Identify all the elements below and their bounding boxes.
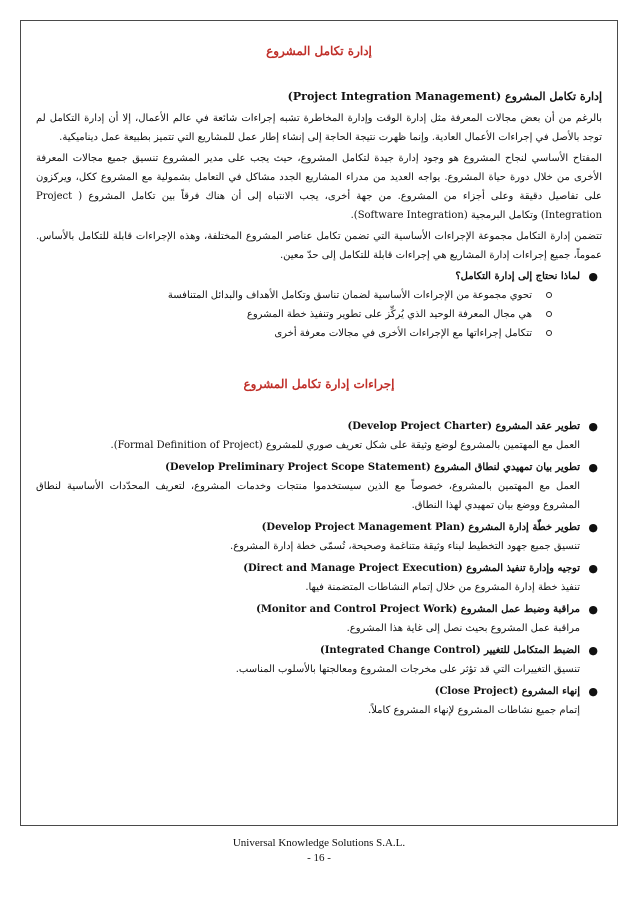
process-name: توجيه وإدارة تنفيذ المشروع (Direct and Manage Project Execution) — [243, 563, 580, 574]
process-item — [36, 641, 602, 679]
answer-item — [36, 324, 580, 343]
process-description: تنسيق جميع جهود التخطيط لبناء وثيقة متناغمة وصحيحة، تُسمّى خطة إدارة المشروع. — [230, 541, 580, 552]
process-description: تنفيذ خطة إدارة المشروع من خلال إتمام النشاطات المتضمنة فيها. — [305, 582, 580, 593]
section-heading: إدارة تكامل المشروع (Project Integration Management) — [287, 90, 602, 103]
process-name: تطوير عقد المشروع (Develop Project Charter) — [347, 421, 580, 432]
process-description: مراقبة عمل المشروع بحيث نصل إلى غاية هذا المشروع. — [346, 623, 580, 634]
process-name: إنهاء المشروع (Close Project) — [434, 686, 580, 697]
bullet-icon: ● — [588, 685, 598, 698]
circle-bullet-icon — [546, 311, 552, 317]
question-item — [36, 267, 602, 343]
process-name: الضبط المتكامل للتغيير (Integrated Change Control) — [320, 645, 580, 656]
process-description: إتمام جميع نشاطات المشروع لإنهاء المشروع كاملاً. — [368, 705, 580, 716]
answer-text: هي مجال المعرفة الوحيد الذي يُركِّز على تطوير وتنفيذ خطة المشروع — [246, 309, 532, 320]
intro-paragraph-2: المفتاح الأساسي لنجاح المشروع هو وجود إدارة جيدة لتكامل المشروع، حيث يجب على مدير المشروع تنسيق جميع مجالات المعرفة الأخرى من خلال دورة حياة المشروع. يواجه العديد من مدراء المشاريع الجدد مشاكل في التعامل بشمولية مع المشروع ككل، ويركزون على تفاصيل دقيقة وعلى أجزاء من المشروع. من جهة أخرى، يجب الانتباه إلى أن هناك فرقاً بين تكامل المشروع ( Project Integration) وتكامل البرمجية (Software Integration). — [36, 153, 602, 221]
question-list — [36, 267, 602, 343]
process-item — [36, 458, 602, 515]
answer-item — [36, 286, 580, 305]
bullet-icon: ● — [588, 420, 598, 433]
process-description: العمل مع المهتمين بالمشروع، خصوصاً مع الذين سيستخدموا منتجات وخدمات المشروع، لتعريف المحدّدات الأساسية لنطاق المشروع ووضع بيان تمهيدي لهذا النطاق. — [36, 481, 580, 511]
process-item — [36, 518, 602, 556]
page-title: إدارة تكامل المشروع — [266, 44, 372, 58]
process-item — [36, 559, 602, 597]
process-list — [36, 417, 602, 720]
circle-bullet-icon — [546, 330, 552, 336]
bullet-icon: ● — [588, 270, 598, 283]
answer-list — [36, 286, 580, 343]
page-footer — [0, 836, 638, 866]
document-body — [36, 44, 602, 723]
question-text: لماذا نحتاج إلى إدارة التكامل؟ — [455, 271, 580, 282]
answer-text: تتكامل إجراءاتها مع الإجراءات الأخرى في مجالات معرفة أخرى — [274, 328, 532, 339]
intro-paragraph-3: تتضمن إدارة التكامل مجموعة الإجراءات الأساسية التي تضمن تكامل عناصر المشروع المختلفة، وهذه الإجراءات قابلة للتكامل بالأساس. عموماً، جميع إجراءات إدارة المشاريع هي إجراءات قابلة للتكامل إلى حدّ معين. — [36, 231, 602, 261]
bullet-icon: ● — [588, 521, 598, 534]
process-description: تنسيق التغييرات التي قد تؤثر على مخرجات المشروع ومعالجتها بالأسلوب المناسب. — [235, 664, 580, 675]
footer-company: Universal Knowledge Solutions S.A.L. — [232, 837, 406, 849]
process-item — [36, 417, 602, 455]
bullet-icon: ● — [588, 603, 598, 616]
process-name: تطوير خطّة إدارة المشروع (Develop Project Management Plan) — [261, 522, 580, 533]
process-description: العمل مع المهتمين بالمشروع لوضع وثيقة على شكل تعريف صوري للمشروع (Formal Definition of Project). — [110, 440, 580, 451]
answer-item — [36, 305, 580, 324]
bullet-icon: ● — [588, 562, 598, 575]
circle-bullet-icon — [546, 292, 552, 298]
process-name: تطوير بيان تمهيدي لنطاق المشروع (Develop Preliminary Project Scope Statement) — [165, 462, 580, 473]
intro-paragraph-1: بالرغم من أن بعض مجالات المعرفة مثل إدارة الوقت وإدارة المخاطرة تشبه إجراءات شائعة في عالم الأعمال، إلا أن إدارة التكامل لم توجد بالأصل في إجراءات الأعمال العادية. وإنما ظهرت نتيجة الحاجة إلى إنشاء إطار عمل للمشاريع التي تتميز بطبيعة عمل ديناميكية. — [36, 113, 602, 143]
process-name: مراقبة وضبط عمل المشروع (Monitor and Control Project Work) — [256, 604, 580, 615]
answer-text: تحوي مجموعة من الإجراءات الأساسية لضمان تناسق وتكامل الأهداف والبدائل المتنافسة — [167, 290, 532, 301]
page-number: - 16 - — [307, 852, 331, 864]
process-item — [36, 682, 602, 720]
bullet-icon: ● — [588, 644, 598, 657]
bullet-icon: ● — [588, 461, 598, 474]
process-item — [36, 600, 602, 638]
processes-title: إجراءات إدارة تكامل المشروع — [243, 377, 395, 391]
